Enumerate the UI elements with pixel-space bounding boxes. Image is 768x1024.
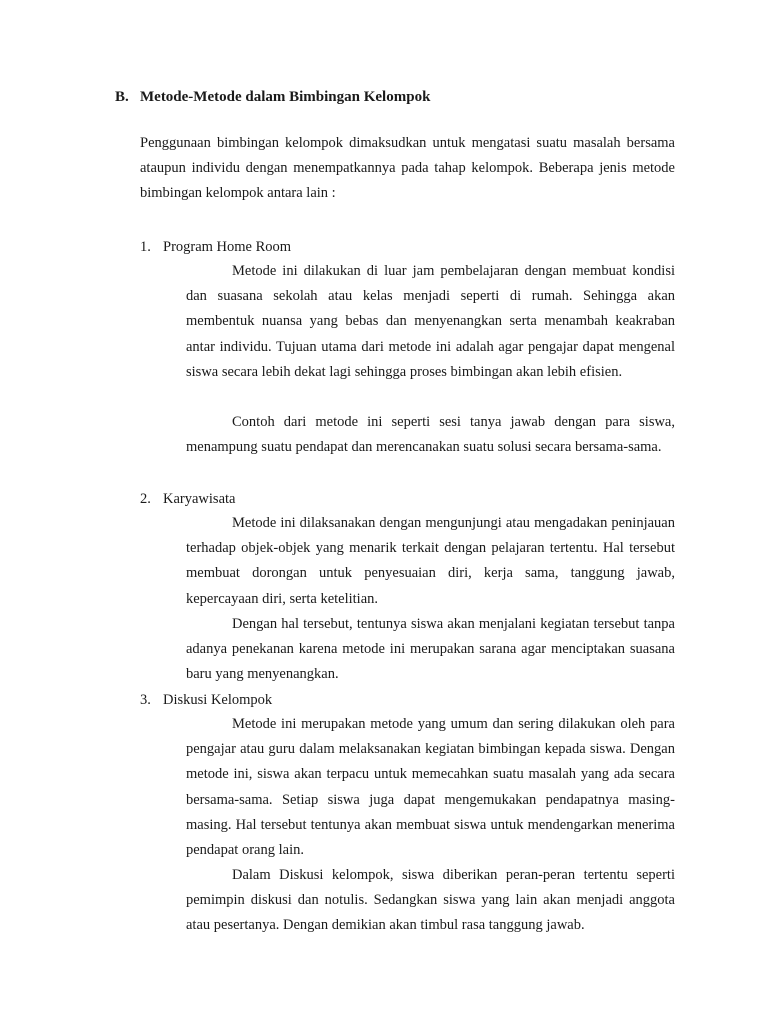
list-item-title: Diskusi Kelompok: [163, 692, 273, 708]
intro-paragraph: [140, 131, 675, 207]
list-item-title: Karyawisata: [163, 491, 236, 507]
section-title: Metode-Metode dalam Bimbingan Kelompok: [140, 89, 431, 105]
item-1-paragraph-2: Contoh dari metode ini seperti sesi tanya jawab dengan para siswa, menampung suatu pendapat dan merencanakan suatu solusi secara bersama-sama.: [186, 414, 675, 456]
intro-text: Penggunaan bimbingan kelompok dimaksudkan untuk mengatasi suatu masalah bersama ataupun individu dengan menempatkannya pada tahap kelompok. Beberapa jenis metode bimbingan kelompok antara lain :: [140, 135, 675, 202]
list-item-title-home-room: [140, 237, 291, 257]
list-item-number: 2.: [140, 491, 151, 507]
item-2-paragraph-2: Dengan hal tersebut, tentunya siswa akan menjalani kegiatan tersebut tanpa adanya penekanan karena metode ini merupakan sarana agar menciptakan suasana baru yang menyenangkan.: [186, 616, 675, 683]
item-1-paragraph-1: Metode ini dilakukan di luar jam pembelajaran dengan membuat kondisi dan suasana sekolah atau kelas menjadi seperti di rumah. Sehingga akan membentuk nuansa yang bebas dan menyenangkan serta menambah keakraban antar individu. Tujuan utama dari metode ini adalah agar pengajar dapat mengenal siswa secara lebih dekat lagi sehingga proses bimbingan akan lebih efisien.: [186, 263, 675, 380]
section-letter: B.: [115, 89, 129, 105]
item-2-paragraph-1: Metode ini dilaksanakan dengan mengunjungi atau mengadakan peninjauan terhadap objek-objek yang menarik terkait dengan pelajaran tertentu. Hal tersebut membuat dorongan untuk penyesuaian diri, kerja sama, tanggung jawab, kepercayaan diri, serta ketelitian.: [186, 515, 675, 607]
item-3-paragraph-1: Metode ini merupakan metode yang umum dan sering dilakukan oleh para pengajar atau guru dalam melaksanakan kegiatan bimbingan kepada siswa. Dengan metode ini, siswa akan terpacu untuk memecahkan suatu masalah yang ada secara bersama-sama. Setiap siswa juga dapat mengemukakan pendapatnya masing-masing. Hal tersebut tentunya akan membuat siswa untuk mendengarkan menerima pendapat orang lain.: [186, 716, 675, 859]
list-item-title: Program Home Room: [163, 239, 292, 255]
section-heading: [115, 87, 430, 107]
list-item-number: 3.: [140, 692, 151, 708]
item-3-paragraph-2: Dalam Diskusi kelompok, siswa diberikan peran-peran tertentu seperti pemimpin diskusi dan notulis. Sedangkan siswa yang lain akan menjadi anggota atau pesertanya. Dengan demikian akan timbul rasa tanggung jawab.: [186, 867, 675, 934]
list-item-title-diskusi: [140, 690, 272, 710]
list-item-number: 1.: [140, 239, 151, 255]
list-item-title-karyawisata: [140, 489, 235, 509]
